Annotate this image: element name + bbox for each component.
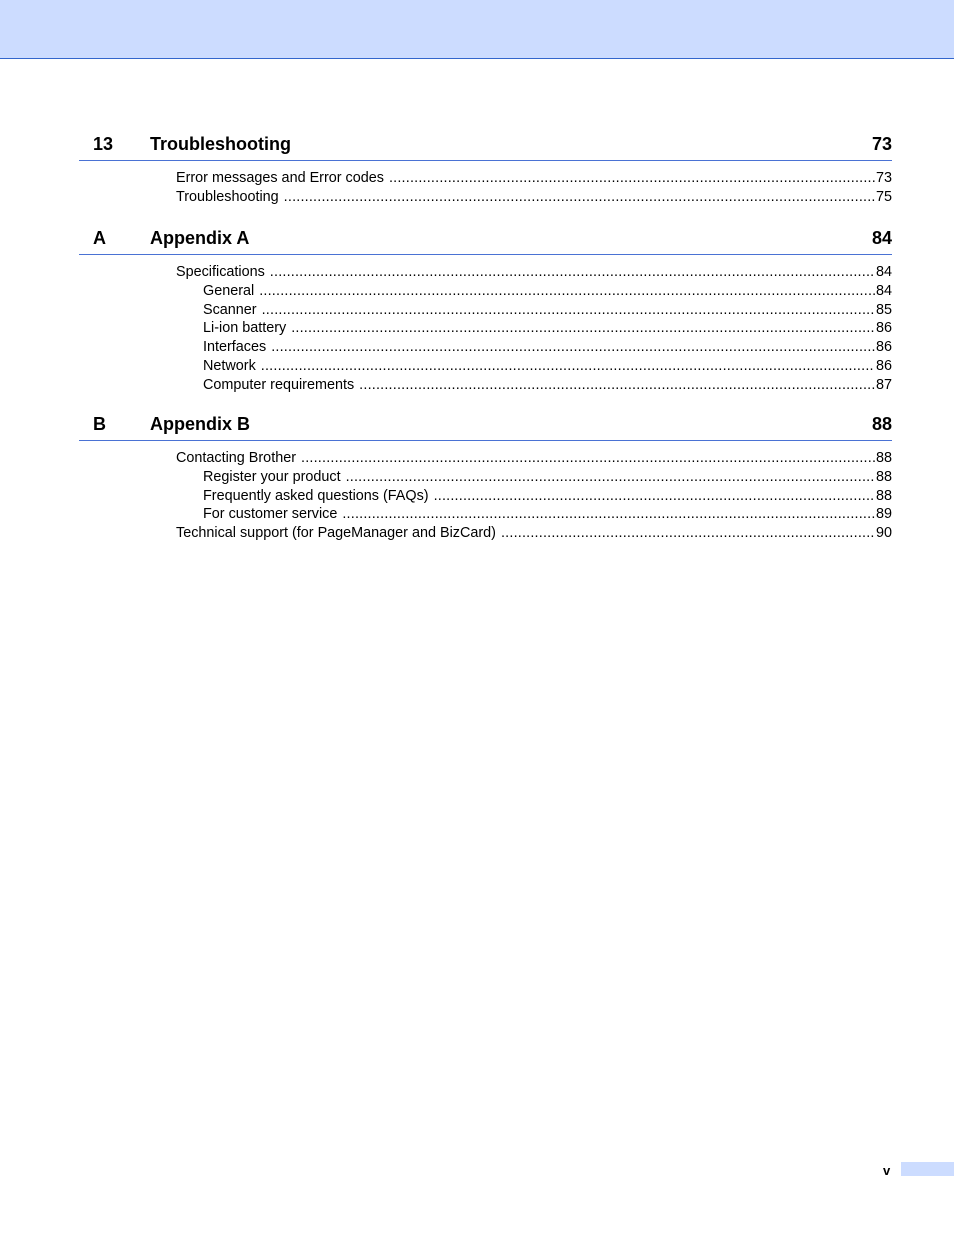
chapter-title: Appendix A [150, 228, 250, 248]
entry-label: Contacting Brother [176, 450, 296, 466]
entry-label: Scanner [203, 301, 257, 318]
entry-label: Register your product [203, 468, 341, 485]
chapter-number: B [93, 414, 106, 434]
toc-subentry[interactable] [79, 301, 892, 320]
dot-leader [291, 319, 875, 338]
dot-leader [301, 449, 875, 468]
entry-label: Error messages and Error codes [176, 170, 384, 186]
chapter-heading[interactable] [79, 415, 892, 441]
dot-leader [434, 487, 875, 506]
entry-label: Li-ion battery [203, 320, 287, 337]
entry-label: Specifications [176, 264, 265, 280]
dot-leader [262, 301, 875, 320]
dot-leader [261, 357, 875, 376]
toc-subentry[interactable] [79, 487, 892, 506]
entry-page: 88 [875, 450, 892, 466]
entry-label: Troubleshooting [176, 188, 279, 205]
entry-page: 88 [875, 487, 892, 504]
chapter-page: 84 [871, 228, 892, 248]
toc-entry[interactable] [79, 188, 892, 207]
entry-page: 86 [875, 357, 892, 374]
toc-subentry[interactable] [79, 357, 892, 376]
entry-page: 73 [875, 170, 892, 186]
toc-chapter-a [79, 229, 892, 395]
entry-page: 85 [875, 301, 892, 318]
chapter-title: Appendix B [150, 414, 251, 434]
dot-leader [270, 263, 875, 282]
entry-label: Technical support (for PageManager and BizCard) [176, 525, 496, 542]
entry-page: 89 [875, 506, 892, 523]
entry-page: 86 [875, 339, 892, 356]
entry-page: 84 [875, 282, 892, 299]
entry-page: 90 [875, 525, 892, 542]
entry-label: Frequently asked questions (FAQs) [203, 487, 429, 504]
chapter-heading[interactable] [79, 229, 892, 255]
chapter-heading[interactable] [79, 135, 892, 161]
toc-chapter-13 [79, 135, 892, 207]
dot-leader [346, 468, 875, 487]
chapter-title: Troubleshooting [150, 134, 291, 154]
entry-label: Network [203, 357, 256, 374]
toc-entry[interactable] [79, 169, 892, 188]
header-band [0, 0, 954, 59]
dot-leader [342, 505, 875, 524]
entry-label: For customer service [203, 506, 338, 523]
toc-subentry[interactable] [79, 282, 892, 301]
toc-subentry[interactable] [79, 468, 892, 487]
toc-subentry[interactable] [79, 376, 892, 395]
toc-subentry[interactable] [79, 338, 892, 357]
chapter-page: 88 [871, 414, 892, 434]
entry-label: Interfaces [203, 339, 267, 356]
chapter-entries [79, 449, 892, 543]
chapter-page: 73 [871, 134, 892, 154]
chapter-number: 13 [93, 134, 114, 154]
dot-leader [259, 282, 875, 301]
chapter-entries [79, 169, 892, 207]
footer-band [901, 1162, 954, 1176]
toc-entry[interactable] [79, 449, 892, 468]
page-number: v [883, 1163, 891, 1178]
entry-page: 75 [875, 188, 892, 205]
dot-leader [359, 376, 875, 395]
entry-page: 87 [875, 376, 892, 393]
dot-leader [501, 524, 875, 543]
toc-entry[interactable] [79, 524, 892, 543]
entry-page: 84 [875, 264, 892, 280]
entry-label: General [203, 282, 255, 299]
toc-subentry[interactable] [79, 319, 892, 338]
dot-leader [389, 169, 875, 188]
entry-label: Computer requirements [203, 376, 355, 393]
dot-leader [284, 188, 875, 207]
entry-page: 86 [875, 320, 892, 337]
dot-leader [271, 338, 875, 357]
entry-page: 88 [875, 468, 892, 485]
chapter-entries [79, 263, 892, 395]
toc-subentry[interactable] [79, 505, 892, 524]
toc-chapter-b [79, 415, 892, 543]
chapter-number: A [93, 228, 106, 248]
toc-entry[interactable] [79, 263, 892, 282]
